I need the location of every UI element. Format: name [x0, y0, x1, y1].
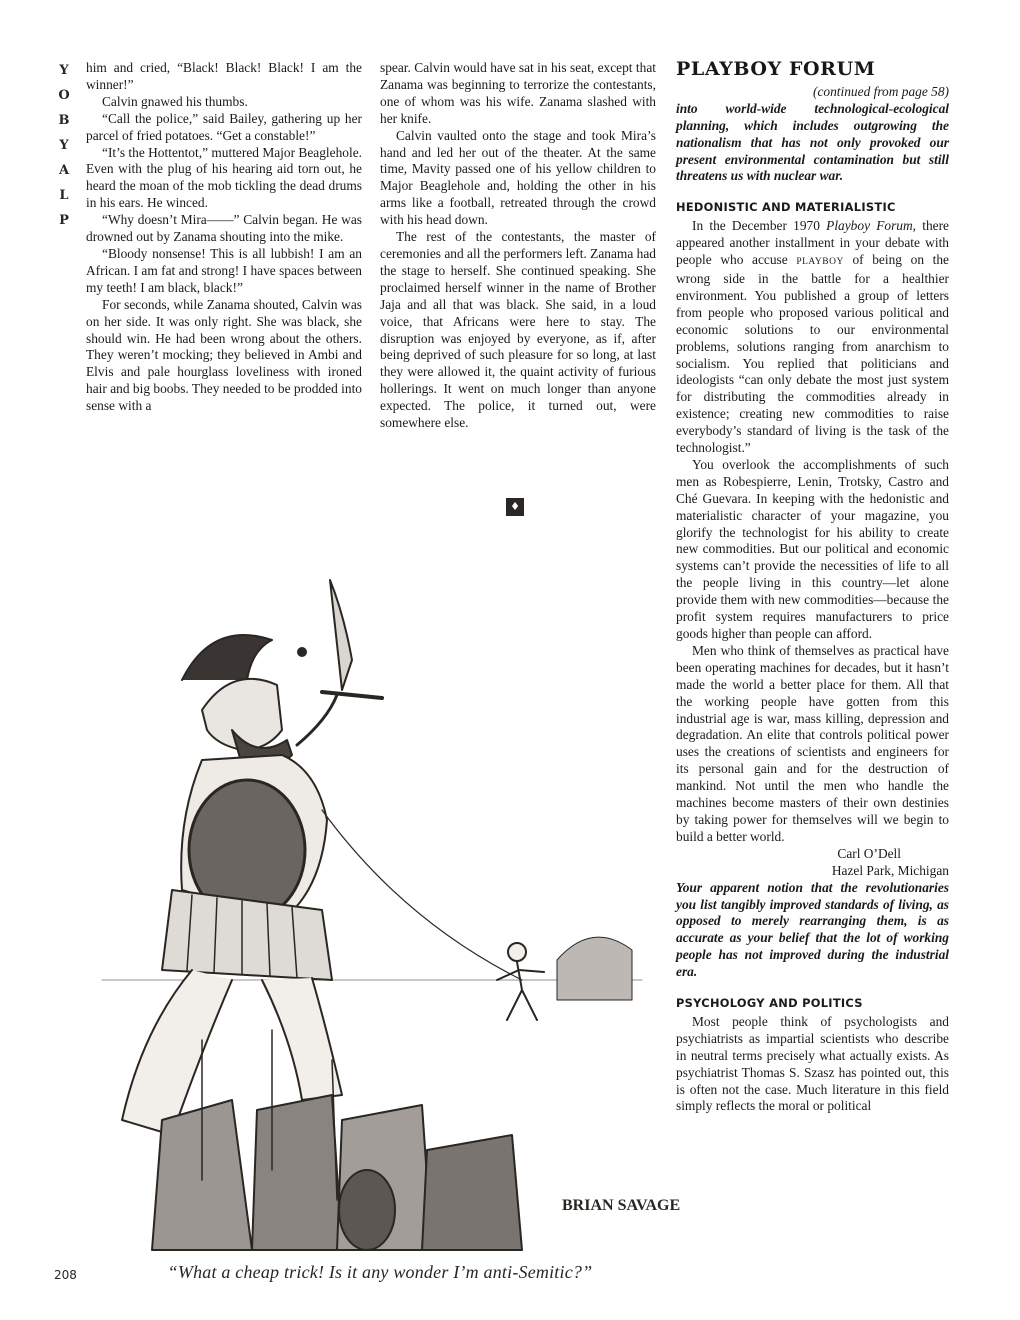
story-paragraph: “It’s the Hottentot,” muttered Major Beaglehole. Even with the plug of his hearing aid torn out, he heard the moan of the mob tickling the dead drums in his ears. He winced. — [86, 144, 362, 211]
story-paragraph: spear. Calvin would have sat in his seat, except that Zanama was beginning to terrorize the contestants, one of whom was his wife. Zanama slashed with her knife. — [380, 60, 656, 126]
sword-guard — [322, 692, 382, 698]
story-column-2 — [380, 60, 656, 432]
end-of-story-bunny-icon: ♦ — [506, 498, 524, 516]
editor-reply: Your apparent notion that the revolutionaries you list tangibly improved standards of living, as opposed to merely rearranging them, is as accurate as your belief that the lot of working people has not improved during the industrial era. — [676, 879, 949, 980]
foreground-soldier-4 — [422, 1135, 522, 1250]
crowd-group — [557, 937, 632, 1000]
story-paragraph: him and cried, “Black! Black! Black! I am the winner!” — [86, 60, 362, 92]
mast-letter: B — [58, 113, 70, 128]
letter-paragraph — [676, 218, 949, 457]
runner-head — [508, 943, 526, 961]
text-run: of being on the wrong side in the battle for a healthier environment. You published a group of letters from people who proposed various political and economic solutions to our environmental problems, solutions ranging from anarchism to socialism. You replied that politicians and ideologists “can only debate the most just system for distributing the commodities already in existence; creating new commodities to raise everybody’s standard of living is the task of the technologist.” — [676, 252, 949, 456]
continued-from-line: (continued from page 58) — [813, 83, 949, 99]
cartoon-illustration — [82, 560, 681, 1260]
mast-letter: A — [58, 163, 70, 178]
magazine-name-smallcaps: PLAYBOY — [796, 257, 844, 268]
story-paragraph: Calvin vaulted onto the stage and took Mira’s hand and led her out of the theater. At the same time, Mavity passed one of his yellow children to Major Beaglehole and, holding the other in his arms like a football, retreated through the crowd with his head down. — [380, 127, 656, 228]
letter-paragraph: You overlook the accomplishments of such men as Robespierre, Lenin, Trotsky, Castro and Ché Guevara. In keeping with the hedonistic and materialistic character of your magazine, you glorify the technologist for his ability to create new commodities. But our political and economic systems can’t provide the necessities of life to all the people living in this country—let alone provide them with new commodities—because the profit system requires manufacturers to price goods higher than people can afford. — [676, 456, 949, 641]
letter-paragraph: Most people think of psychologists and psychiatrists as impartial scientists who describe in neutral terms precisely what actually exists. As psychiatrist Thomas S. Szasz has pointed out, this is often not the case. Much literature in this field simply reflects the moral or political — [676, 1013, 949, 1114]
letter-paragraph: Men who think of themselves as practical have been operating machines for decades, but it hasn’t made the world a better place for them. All that the working people have gotten from this industrial age is war, mass killing, depression and degradation. An elite that controls political power uses the creations of scientists and engineers for its personal gain and for the destruction of mankind. Not until the men who handle the machines become masters of their own destinies by taking power for themselves will we begin to build a better world. — [676, 642, 949, 844]
mast-letter: Y — [59, 63, 69, 78]
mast-letter: O — [58, 88, 70, 103]
editor-reply-continued: into world-wide technological-ecological planning, which includes outgrowing the nationalism that has not only provoked our present environmental contamination but still threatens us with nuclear war. — [676, 100, 949, 184]
helmet-crest — [182, 635, 272, 680]
mast-letter: Y — [59, 138, 69, 153]
page-number: 208 — [54, 1268, 77, 1282]
forum-column — [676, 60, 949, 1115]
forum-title: PLAYBOY FORUM — [676, 58, 876, 80]
text-run: In the December 1970 — [692, 218, 827, 234]
mast-letter: P — [59, 213, 69, 228]
magazine-section-name: Playboy Forum — [826, 218, 913, 234]
cartoon-caption: “What a cheap trick! Is it any wonder I’m anti-Semitic?” — [167, 1262, 593, 1282]
letter-signature-place: Hazel Park, Michigan — [831, 862, 949, 878]
trajectory-line — [322, 810, 522, 980]
story-paragraph: Calvin gnawed his thumbs. — [102, 93, 248, 109]
story-paragraph: “Bloody nonsense! This is all lubbish! I am an African. I am fat and strong! I have spaces between my teeth! I am black, black!” — [86, 245, 362, 295]
story-paragraph: “Call the police,” said Bailey, gathering up her parcel of fried potatoes. “Get a constable!” — [86, 110, 362, 143]
soldier-leg-right — [262, 978, 342, 1100]
story-paragraph: For seconds, while Zanama shouted, Calvin was on her side. It was only right. She was black, she should win. He had been wrong about the others. They weren’t mocking; they believed in Ambi and Elvis and pale hourglass loveliness with ironed hair and big boobs. They needed to be prodded into sense with a — [86, 296, 362, 414]
foreground-shield — [339, 1170, 395, 1250]
artist-signature: BRIAN SAVAGE — [562, 1197, 681, 1214]
text-run: , there appeared another installment in your debate with people who accuse — [676, 218, 949, 268]
mast-letter: L — [59, 188, 69, 203]
flying-coin — [298, 648, 306, 656]
raised-arm — [297, 695, 337, 745]
playboy-masthead-vertical — [52, 58, 76, 233]
letter-signature-name: Carl O’Dell — [837, 845, 901, 861]
story-paragraph: The rest of the contestants, the master of ceremonies and all the performers left. Zanama had the stage to herself. She continued speaking. She proclaimed herself winner in the name of Brother Jaja and all that was black. She said, in a loud voice, that Africans were here to stay. The disruption was enjoyed by everyone, as if, after being deprived of such pleasure for so long, at last they were allowed it, the quaint activity of furious hollerings. It went on much longer than anyone expected. The police, it turned out, were somewhere else. — [380, 229, 656, 431]
story-column-1 — [86, 60, 362, 415]
section-heading: PSYCHOLOGY AND POLITICS — [676, 996, 863, 1011]
section-heading: HEDONISTIC AND MATERIALISTIC — [676, 200, 896, 215]
foreground-soldier-2 — [252, 1095, 342, 1250]
story-paragraph: “Why doesn’t Mira——” Calvin began. He was drowned out by Zanama shouting into the mike. — [86, 212, 362, 245]
sword-blade — [330, 580, 352, 690]
